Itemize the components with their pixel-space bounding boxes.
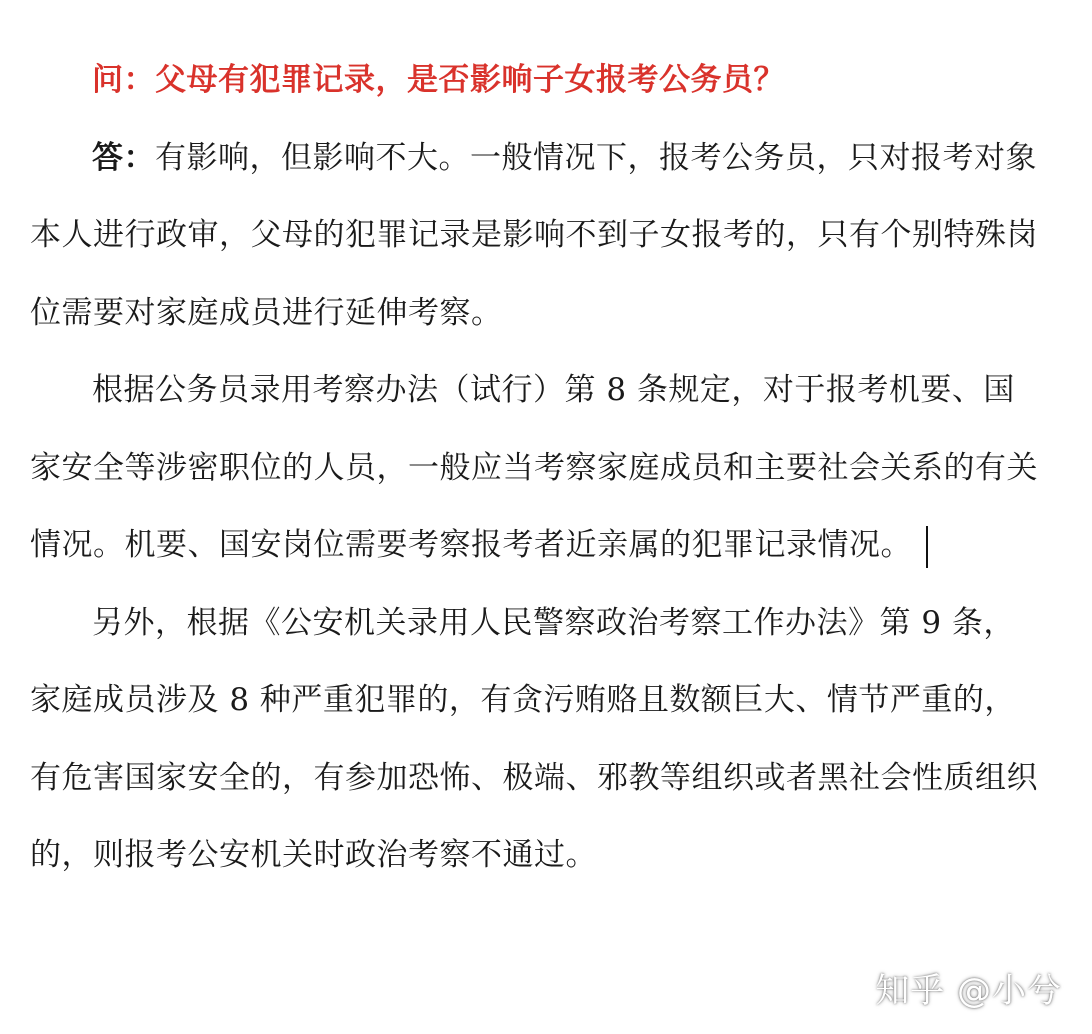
- answer-label: 答：: [92, 139, 155, 176]
- document-body: [30, 42, 1040, 895]
- regulation-paragraph[interactable]: [30, 352, 1040, 585]
- zhihu-watermark: 知乎 @小兮: [875, 971, 1062, 1011]
- question-heading: 问：父母有犯罪记录，是否影响子女报考公务员？: [92, 62, 785, 98]
- regulation-text: 根据公务员录用考察办法（试行）第 8 条规定，对于报考机要、国家安全等涉密职位的人员，一般应当考察家庭成员和主要社会关系的有关情况。机要、国安岗位需要考察报考者近亲属的犯罪记录情况。: [30, 372, 1038, 563]
- police-regulation-paragraph: 另外，根据《公安机关录用人民警察政治考察工作办法》第 9 条，家庭成员涉及 8 种严重犯罪的，有贪污贿赂且数额巨大、情节严重的，有危害国家安全的，有参加恐怖、极端、邪教等组织或者黑社会性质组织的，则报考公安机关时政治考察不通过。: [30, 604, 1038, 873]
- answer-paragraph: [30, 120, 1040, 353]
- answer-text: 有影响，但影响不大。一般情况下，报考公务员，只对报考对象本人进行政审，父母的犯罪记录是影响不到子女报考的，只有个别特殊岗位需要对家庭成员进行延伸考察。: [30, 139, 1038, 331]
- text-cursor: [926, 526, 928, 568]
